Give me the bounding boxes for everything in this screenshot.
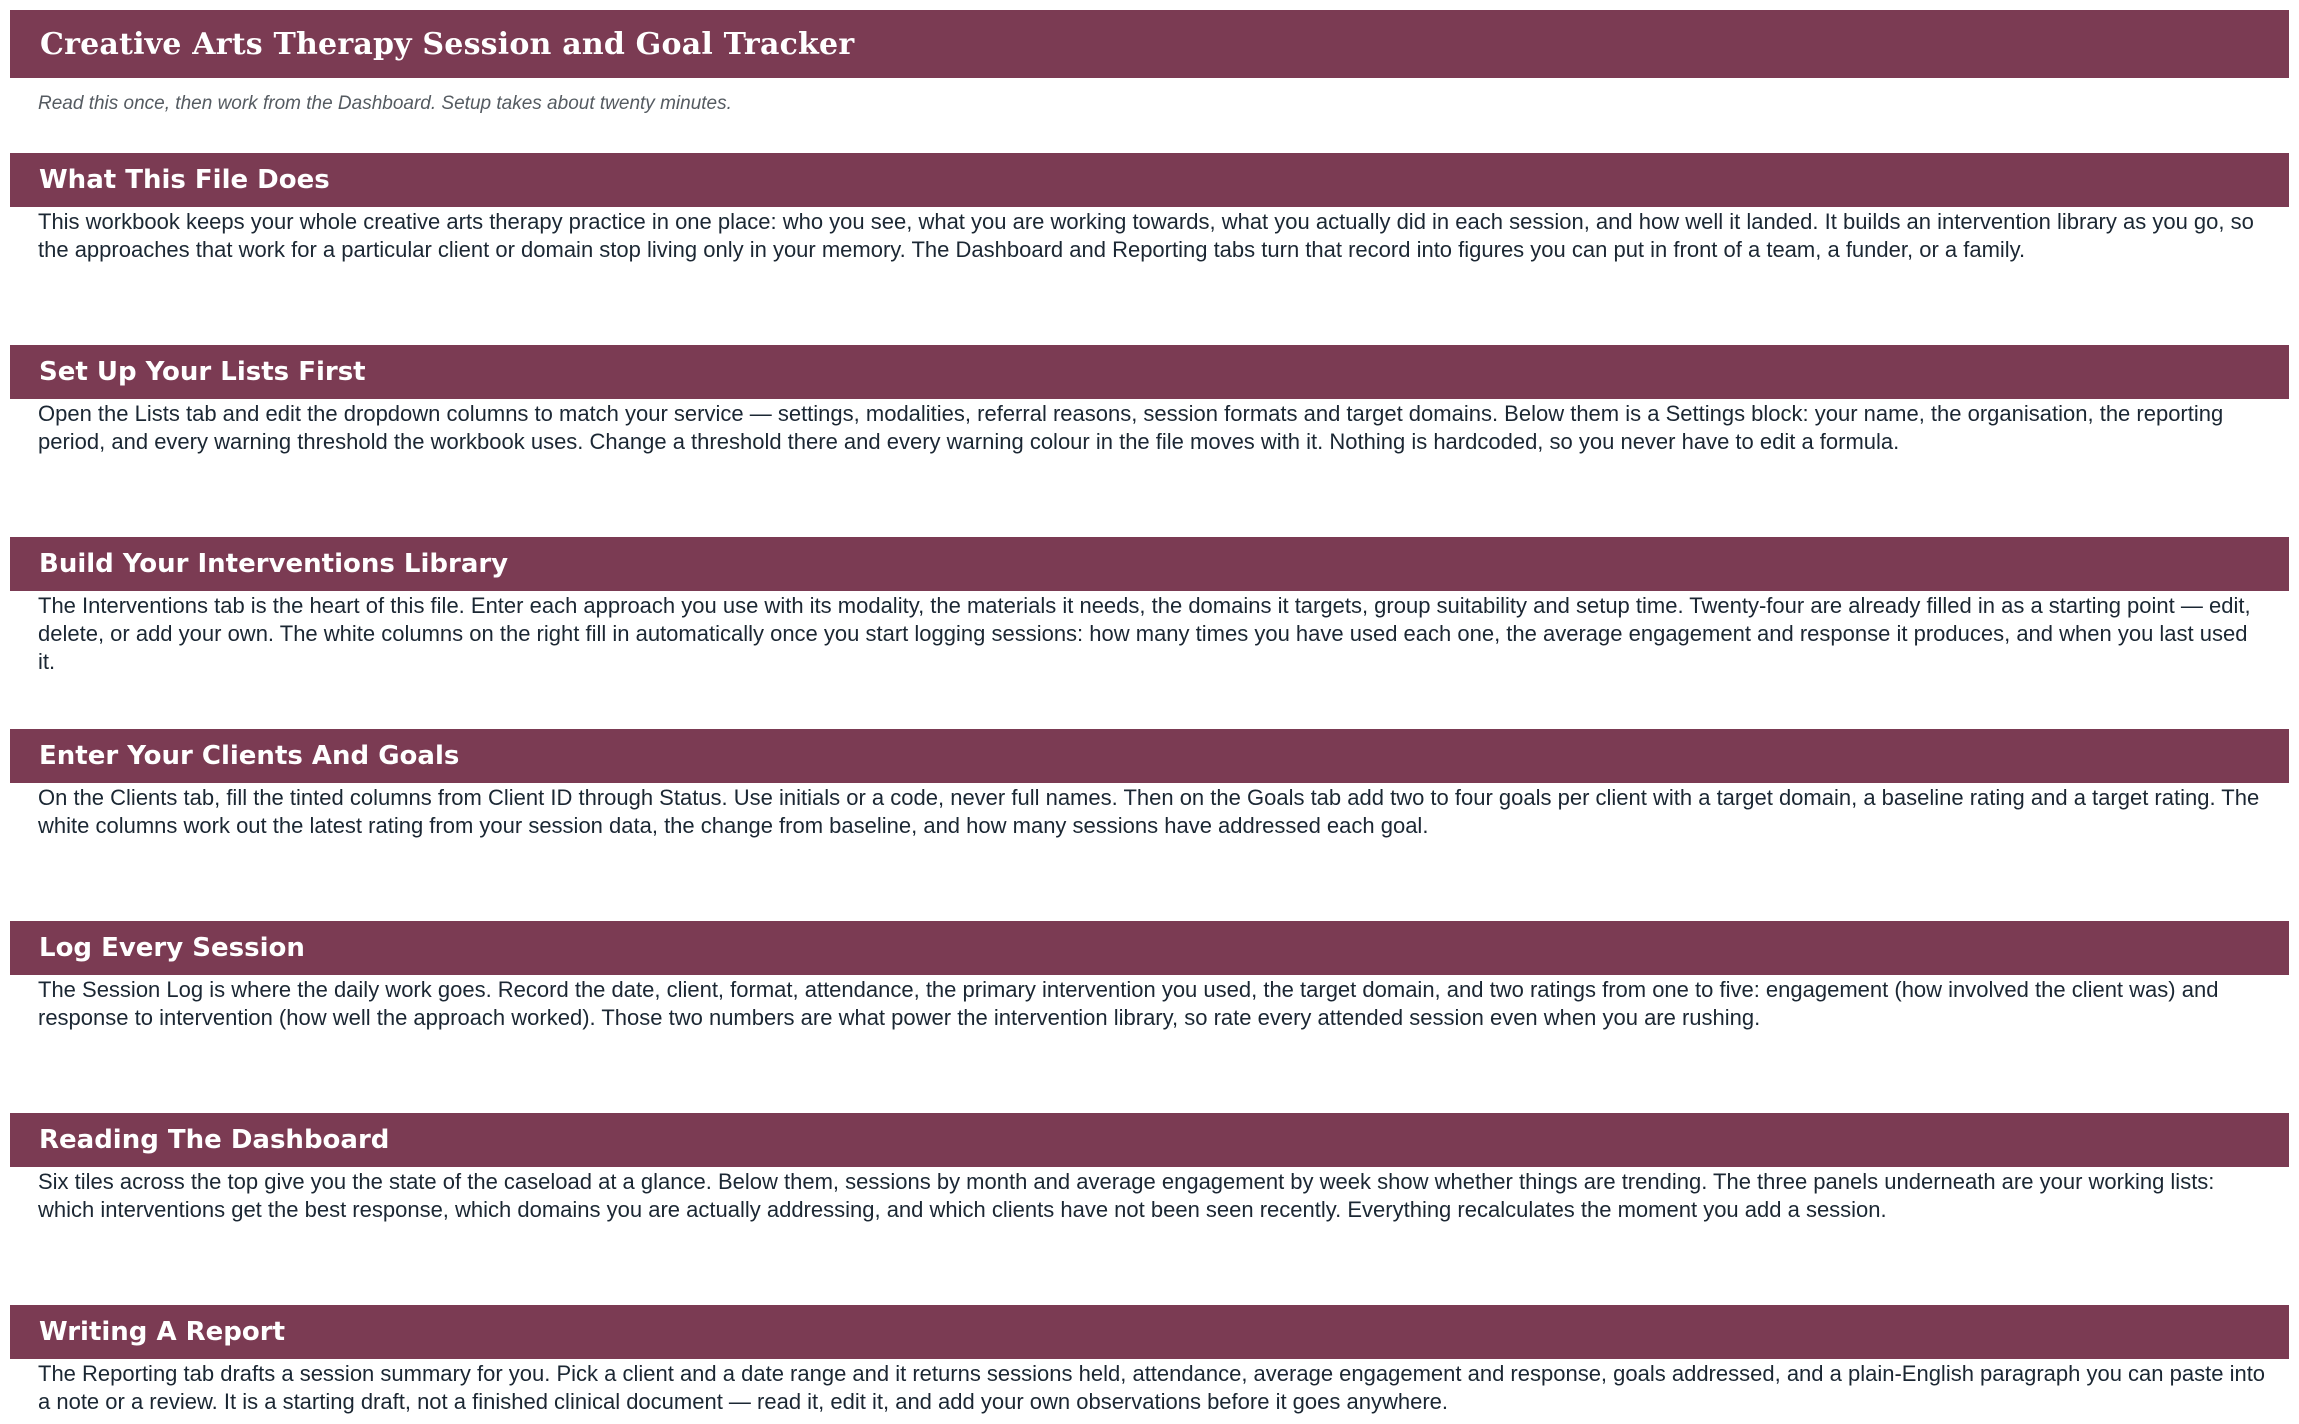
section-header-interventions-library xyxy=(10,537,2289,591)
section-heading: Set Up Your Lists First xyxy=(39,357,366,387)
section-header-set-up-lists xyxy=(10,345,2289,399)
section-heading: Enter Your Clients And Goals xyxy=(39,741,460,771)
section-heading: Writing A Report xyxy=(39,1317,286,1347)
section-body-what-this-file-does: This workbook keeps your whole creative arts therapy practice in one place: who you see, what you are working towards, what you actually did in each session, and how well it landed. It builds an intervention library as you go, so the approaches that work for a particular client or domain stop living only in your memory. The Dashboard and Reporting tabs turn that record into figures you can put in front of a team, a funder, or a family. xyxy=(38,209,2254,262)
section-body-clients-and-goals: On the Clients tab, fill the tinted columns from Client ID through Status. Use initials or a code, never full names. Then on the Goals tab add two to four goals per client with a target domain, a baseline rating and a target rating. The white columns work out the latest rating from your session data, the change from baseline, and how many sessions have addressed each goal. xyxy=(38,785,2260,838)
title-bar xyxy=(10,10,2289,78)
section-header-clients-and-goals xyxy=(10,729,2289,783)
section-header-reading-dashboard xyxy=(10,1113,2289,1167)
section-body-set-up-lists: Open the Lists tab and edit the dropdown columns to match your service — settings, modalities, referral reasons, session formats and target domains. Below them is a Settings block: your name, the organisation, the reporting period, and every warning threshold the workbook uses. Change a threshold there and every warning colour in the file moves with it. Nothing is hardcoded, so you never have to edit a formula. xyxy=(38,401,2224,454)
page-subtitle: Read this once, then work from the Dashboard. Setup takes about twenty minutes. xyxy=(38,93,732,114)
section-heading: What This File Does xyxy=(39,165,330,195)
section-body-reading-dashboard: Six tiles across the top give you the state of the caseload at a glance. Below them, sessions by month and average engagement by week show whether things are trending. The three panels underneath are your working lists: which interventions get the best response, which domains you are actually addressing, and which clients have not been seen recently. Everything recalculates the moment you add a session. xyxy=(38,1169,2215,1222)
section-header-writing-report xyxy=(10,1305,2289,1359)
section-body-log-every-session: The Session Log is where the daily work goes. Record the date, client, format, attendance, the primary intervention you used, the target domain, and two ratings from one to five: engagement (how involved the client was) and response to intervention (how well the approach worked). Those two numbers are what power the intervention library, so rate every attended session even when you are rushing. xyxy=(38,977,2219,1030)
page-title: Creative Arts Therapy Session and Goal Tracker xyxy=(40,26,855,62)
section-header-what-this-file-does xyxy=(10,153,2289,207)
section-heading: Log Every Session xyxy=(39,933,305,963)
section-heading: Build Your Interventions Library xyxy=(39,549,509,579)
section-header-log-every-session xyxy=(10,921,2289,975)
section-body-writing-report: The Reporting tab drafts a session summary for you. Pick a client and a date range and it returns sessions held, attendance, average engagement and response, goals addressed, and a plain-English paragraph you can paste into a note or a review. It is a starting draft, not a finished clinical document — read it, edit it, and add your own observations before it goes anywhere. xyxy=(38,1361,2266,1414)
section-body-interventions-library: The Interventions tab is the heart of this file. Enter each approach you use with its modality, the materials it needs, the domains it targets, group suitability and setup time. Twenty-four are already filled in as a starting point — edit, delete, or add your own. The white columns on the right fill in automatically once you start logging sessions: how many times you have used each one, the average engagement and response it produces, and when you last used it. xyxy=(38,593,2251,674)
section-heading: Reading The Dashboard xyxy=(39,1125,390,1155)
